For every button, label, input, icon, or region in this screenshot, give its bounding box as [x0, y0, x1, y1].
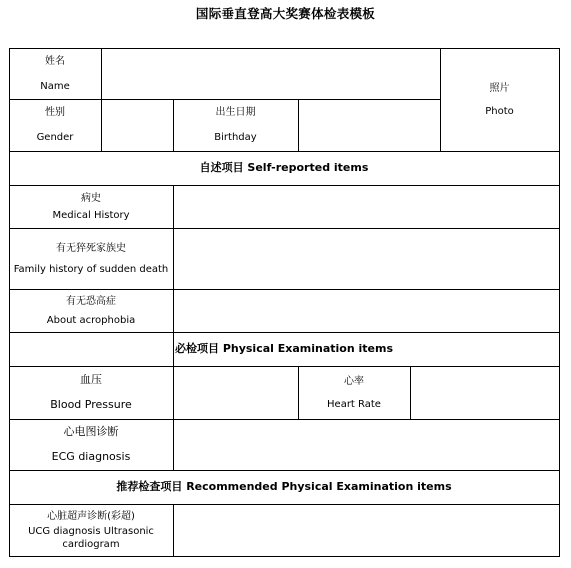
birthday-label	[173, 99, 298, 151]
photo-label-text-1: 照片	[489, 82, 510, 94]
heart-rate-label-text-2: Heart Rate	[327, 398, 381, 410]
bottom-border	[9, 556, 560, 557]
gender-field[interactable]	[101, 99, 173, 151]
gender-label-text-2: Gender	[36, 132, 74, 143]
heart-rate-label	[298, 366, 410, 419]
ecg-label	[9, 419, 173, 470]
name-label-text-2: Name	[40, 80, 70, 92]
birthday-label-text-2: Birthday	[214, 132, 257, 143]
name-label	[9, 48, 101, 99]
self-reported-heading	[9, 151, 559, 185]
acrophobia-label-text-2: About acrophobia	[46, 314, 136, 326]
medical-history-label-text-1: 病史	[81, 192, 101, 204]
recommended-heading-text-1: 推荐检查项目 Recommended Physical Examination items	[116, 479, 452, 493]
blood-pressure-label-text-2: Blood Pressure	[50, 397, 132, 411]
page-title: 国际垂直登高大奖赛体检表模板	[195, 6, 376, 21]
ucg-label-text-2: UCG diagnosis Ultrasonic cardiogram	[28, 525, 154, 550]
label-col-divider	[101, 48, 102, 151]
birthday-label-text-1: 出生日期	[215, 107, 256, 118]
heart-rate-field[interactable]	[410, 366, 559, 419]
photo-label	[440, 48, 559, 151]
name-field[interactable]	[101, 48, 440, 99]
self-reported-heading-text-1: 自述项目 Self-reported items	[199, 160, 369, 174]
required-heading	[9, 332, 559, 366]
gender-label	[9, 99, 101, 151]
blood-pressure-label	[9, 366, 173, 419]
ucg-field[interactable]	[173, 504, 559, 556]
ecg-field[interactable]	[173, 419, 559, 470]
required-heading-text-1: 必检项目 Physical Examination items	[174, 341, 394, 355]
form-grid	[9, 48, 559, 556]
birthday-field[interactable]	[298, 99, 440, 151]
heart-rate-label-text-1: 心率	[344, 375, 364, 387]
blood-pressure-label-text-1: 血压	[80, 373, 102, 387]
acrophobia-field[interactable]	[173, 289, 559, 332]
blood-pressure-field[interactable]	[173, 366, 298, 419]
ucg-label	[9, 504, 173, 556]
ucg-label-text-1: 心脏超声诊断(彩超)	[47, 510, 135, 522]
family-history-label-text-2: Family history of sudden death	[13, 263, 169, 275]
ecg-label-text-1: 心电图诊断	[63, 425, 119, 439]
recommended-heading	[9, 470, 559, 504]
ecg-label-text-2: ECG diagnosis	[51, 449, 131, 463]
family-history-label-text-1: 有无猝死家族史	[56, 242, 126, 254]
right-border	[559, 48, 560, 557]
family-history-label	[9, 228, 173, 289]
acrophobia-label	[9, 289, 173, 332]
acrophobia-label-text-1: 有无恐高症	[66, 295, 116, 307]
medical-history-label	[9, 185, 173, 228]
gender-value-divider	[173, 99, 174, 151]
name-label-text-1: 姓名	[45, 55, 65, 67]
family-history-field[interactable]	[173, 228, 559, 289]
gender-label-text-1: 性别	[45, 107, 65, 118]
medical-history-field[interactable]	[173, 185, 559, 228]
medical-history-label-text-2: Medical History	[52, 209, 130, 221]
photo-label-text-2: Photo	[485, 105, 514, 117]
